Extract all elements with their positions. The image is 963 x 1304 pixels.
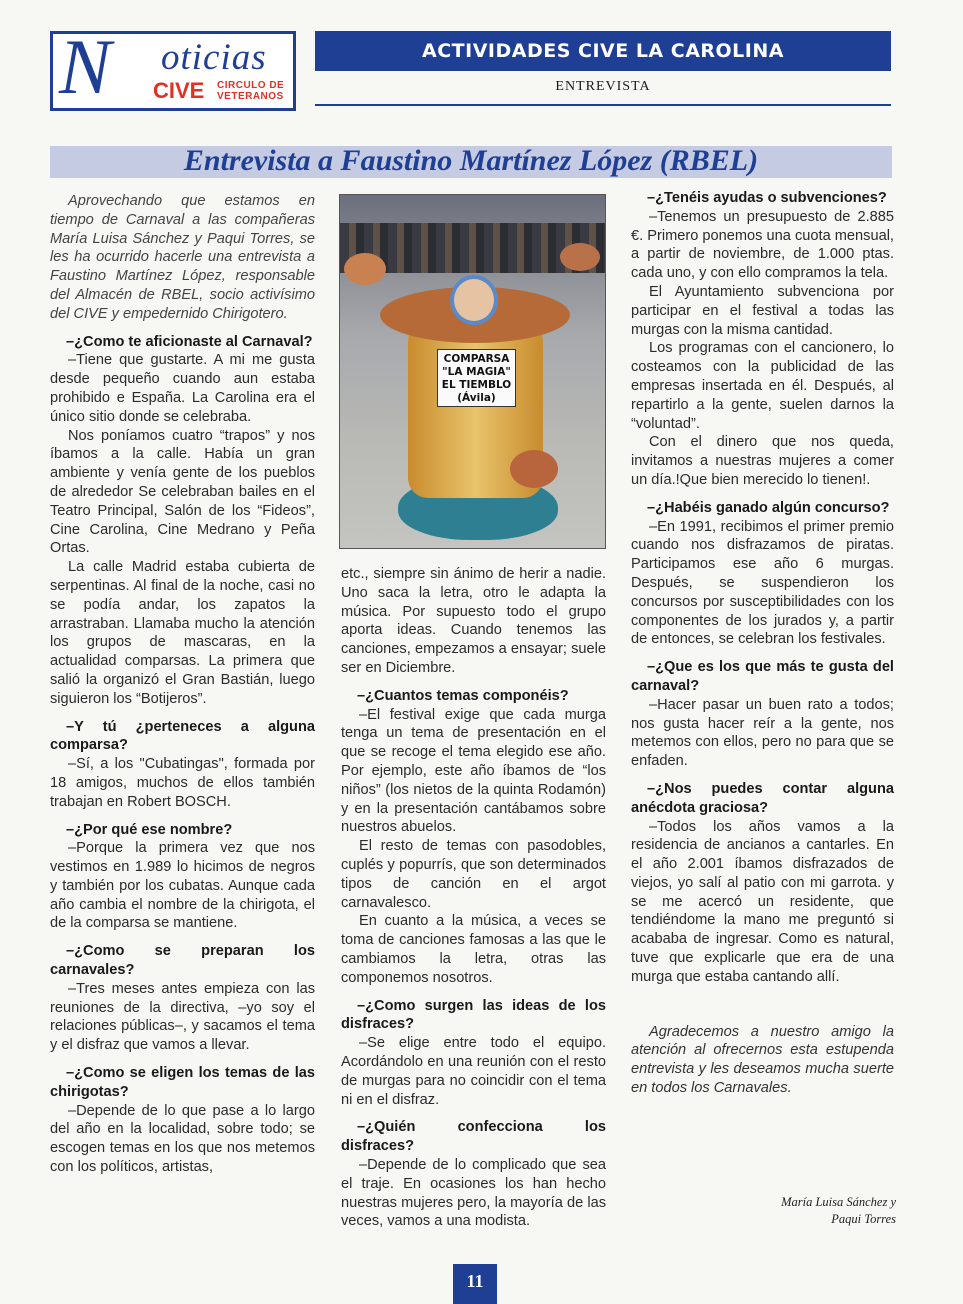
- answer-paragraph: –Porque la primera vez que nos vestimos en 1.989 lo hicimos de negros y también por los cubatas. Aunque cada año cambia el nombre de la chirigota, el de la comparsa se mantiene.: [50, 840, 315, 932]
- question: –¿Nos puedes contar alguna anécdota graciosa?: [631, 780, 894, 816]
- logo-letter: N: [59, 23, 112, 110]
- section-title: ACTIVIDADES CIVE LA CAROLINA: [315, 31, 891, 71]
- answer-paragraph: Los programas con el cancionero, lo costeamos con la publicidad de las empresas insertada en él. Después, al repartirlo a la gente, suelen darnos la “voluntad”.: [631, 340, 894, 432]
- question: –¿Como te aficionaste al Carnaval?: [66, 333, 313, 350]
- question: –¿Como se eligen los temas de las chirigotas?: [50, 1065, 315, 1100]
- question: –¿Habéis ganado algún concurso?: [647, 499, 890, 516]
- logo-sub-line-1: CIRCULO DE: [217, 80, 285, 91]
- answer-paragraph: El resto de temas con pasodobles, cuplés y popurrís, que son determinados tipos de canción en el argot carnavalesco.: [341, 838, 606, 911]
- answer-paragraph: En cuanto a la música, a veces se toma de canciones famosas a las que le cambiamos la letra, otras las componemos nosotros.: [341, 913, 606, 986]
- comparsa-sign: [437, 349, 516, 407]
- signature-line-2: Paqui Torres: [831, 1212, 896, 1226]
- sign-line: (Ávila): [457, 392, 496, 404]
- page-number: 11: [453, 1264, 497, 1304]
- answer-paragraph: –Tiene que gustarte. A mi me gusta desde pequeño cuando aun estaba prohibido e España. La Carolina era el único sitio donde se celebraba.: [50, 352, 315, 425]
- answer-paragraph: –Hacer pasar un buen rato a todos; nos gusta hacer reír a la gente, nos metemos con ellos, pero no para que se enfaden.: [631, 696, 894, 770]
- intro-paragraph: Aprovechando que estamos en tiempo de Carnaval a las compañeras María Luisa Sánchez y Paqui Torres, se les ha ocurrido hacerle una entrevista a Faustino Martínez López, responsable del Almacén de RBEL, socio activísimo del CIVE y empedernido Chirigotero.: [50, 193, 315, 322]
- question: –¿Que es los que más te gusta del carnaval?: [631, 659, 894, 694]
- answer-paragraph: –El festival exige que cada murga tenga un tema de presentación en el que se recoge el tema elegido ese año. Por ejemplo, este año íbamos de “los niños” (los nietos de la quinta Rodamón) y en la presentación cantábamos sobre nuestros abuelos.: [341, 706, 606, 836]
- logo-cive: CIVE: [153, 78, 205, 103]
- answer-paragraph: –Tenemos un presupuesto de 2.885 €. Primero ponemos una cuota mensual, a partir de noviembre, de 1.000 ptas. cada uno, y con ello compramos la tela.: [631, 208, 894, 282]
- answer-paragraph: Nos poníamos cuatro “trapos” y nos íbamos a la calle. Había un gran ambiente y venía gente de los pueblos de alrededor Se celebraban bailes en el Teatro Principal, Salón de los “Fideos”, Cine Carolina, Cine Medrano y Peña Ortas.: [50, 427, 315, 557]
- section-subtitle: ENTREVISTA: [555, 79, 651, 94]
- column-3: [631, 189, 894, 1098]
- question: –¿Como surgen las ideas de los disfraces?: [341, 997, 606, 1033]
- sign-line: EL TIEMBLO: [441, 379, 512, 391]
- answer-paragraph: Con el dinero que nos queda, invitamos a nuestras mujeres a comer un día.!Que bien merecido lo tienen!.: [631, 434, 894, 488]
- sign-line: COMPARSA: [443, 353, 510, 365]
- child-face: [450, 275, 498, 325]
- mushroom-shape: [344, 253, 386, 285]
- question: –¿Cuantos temas componéis?: [357, 687, 569, 704]
- signature-line-1: María Luisa Sánchez y: [781, 1195, 896, 1209]
- question: –¿Quién confecciona los disfraces?: [341, 1119, 606, 1155]
- logo-subtitle: [217, 80, 284, 102]
- question: –Y tú ¿perteneces a alguna comparsa?: [50, 718, 315, 754]
- logo-word: oticias: [161, 37, 267, 78]
- answer-paragraph: –Depende de lo que pase a lo largo del año en la localidad, sobre todo; se escogen temas en los que nos metemos con los políticos, artistas,: [50, 1102, 315, 1176]
- column-2: [341, 565, 606, 1231]
- answer-paragraph: –Todos los años vamos a la residencia de ancianos a cantarles. En el año 2.001 íbamos disfrazados de viejos, yo salí al patio con mi garrota. y se me acercó un residente, que tendiéndome la mano me preguntó si acababa de ingresar. Como es natural, tuve que explicarle que era de una murga que estaba cantando allí.: [631, 818, 894, 985]
- answer-paragraph: etc., siempre sin ánimo de herir a nadie. Uno saca la letra, otro le adapta la música. Por supuesto todo el grupo aporta ideas. Cuando tenemos las canciones, empezamos a ensayar; suele ser en Diciembre.: [341, 566, 606, 676]
- header-rule: [315, 104, 891, 106]
- closing-paragraph: Agradecemos a nuestro amigo la atención al ofrecernos esta estupenda entrevista y les deseamos mucha suerte en todos los Carnavales.: [631, 1023, 894, 1097]
- carnival-photo: [339, 194, 606, 549]
- column-1: [50, 192, 315, 1177]
- question: –¿Por qué ese nombre?: [66, 821, 233, 838]
- mushroom-shape: [510, 450, 558, 488]
- mushroom-shape: [560, 243, 600, 271]
- answer-paragraph: La calle Madrid estaba cubierta de serpentinas. Al final de la noche, casi no se podía andar, los zapatos la arrastraban. Llamaba mucho la atención los grupos de mascaras, en la actualidad comparsas. La primera que salió la organizó el Gran Bastián, luego siguieron los “Botijeros”.: [50, 559, 315, 707]
- article-title: Entrevista a Faustino Martínez López (RBEL): [183, 144, 759, 177]
- cive-logo: [50, 23, 296, 111]
- logo-sub-line-2: VETERANOS: [217, 91, 284, 102]
- answer-paragraph: –Tres meses antes empieza con las reuniones de la directiva, –yo soy el relaciones públicas–, y sacamos el tema y el disfraz que vamos a llevar.: [50, 980, 315, 1054]
- sign-line: "LA MAGIA": [442, 366, 511, 378]
- question: –¿Como se preparan los carnavales?: [50, 943, 315, 979]
- question: –¿Tenéis ayudas o subvenciones?: [647, 190, 887, 206]
- answer-paragraph: –Depende de lo complicado que sea el traje. En ocasiones los han hecho nuestras mujeres pero, la mayoría de las veces, vamos a una modista.: [341, 1156, 606, 1230]
- answer-paragraph: –En 1991, recibimos el primer premio cuando nos disfrazamos de piratas. Participamos ese año 6 murgas. Después, se suspendieron los concursos por susceptibilidades con los componentes de los jurados y, a partir de entonces, se celebran los festivales.: [631, 518, 894, 648]
- answer-paragraph: –Sí, a los "Cubatingas", formada por 18 amigos, muchos de ellos también trabajan en Robert BOSCH.: [50, 756, 315, 810]
- signature: [720, 1194, 896, 1228]
- answer-paragraph: El Ayuntamiento subvenciona por participar en el festival a todas las murgas con la misma cantidad.: [631, 283, 894, 338]
- answer-paragraph: –Se elige entre todo el equipo. Acordándolo en una reunión con el resto de murgas para no coincidir con el tema ni en el disfraz.: [341, 1035, 606, 1108]
